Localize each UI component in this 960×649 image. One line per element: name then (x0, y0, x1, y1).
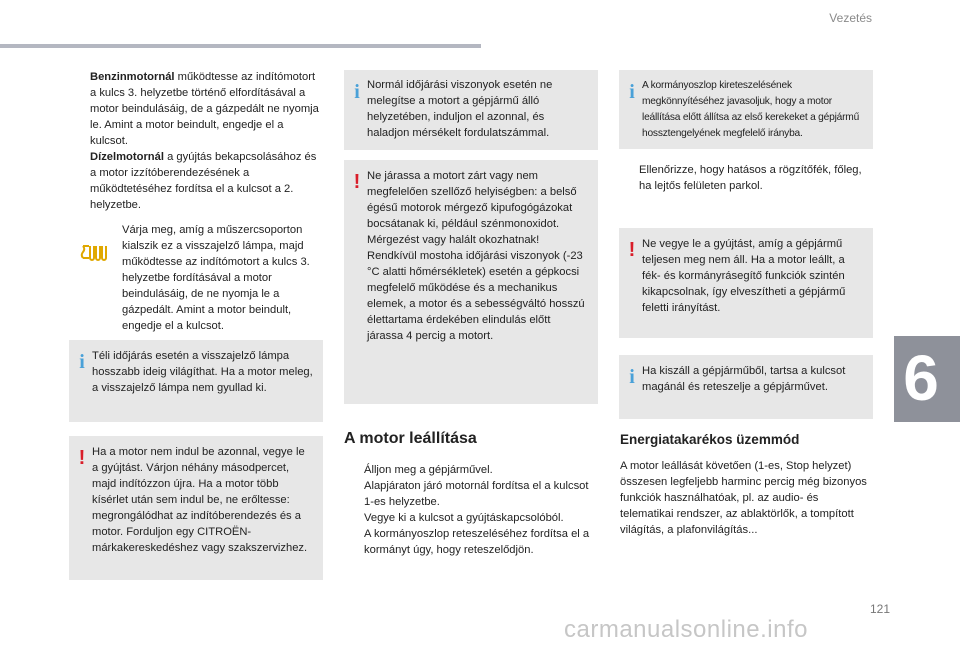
warning-box (619, 228, 873, 338)
warning-text: Ne járassa a motort zárt vagy nem megfelelően szellőző helyiségben: a belső égésű motorok mérgező kipufogógázokat bocsátanak ki, például szénmonoxidot. Mérgezést vagy halált okozhatnak! Rendkívül mostoha időjárási viszonyok (-23 °C alatti hőmérsékletek) esetén a gépkocsi megfelelő működése és a mechanikus elemek, a motor és a sebességváltó hosszú élettartama érdekében elindulás előtt járassa 4 percig a motort. (367, 170, 585, 342)
info-text: A kormányoszlop kireteszelésének megkönnyítéséhez javasoljuk, hogy a motor leállítása előtt állítsa az első kerekeket a gépjármű hossztengelyének megfelelő irányba. (642, 80, 860, 139)
info-box (344, 70, 598, 150)
info-box (69, 340, 323, 422)
parking-brake-list (619, 162, 873, 194)
watermark: carmanualsonline.info (564, 616, 808, 643)
info-icon: i (354, 81, 360, 103)
info-text: Téli időjárás esetén a visszajelző lámpa hosszabb ideig világíthat. Ha a motor meleg, a visszajelző lámpa nem gyullad ki. (92, 350, 313, 394)
list-item: Alapjáraton járó motornál fordítsa el a kulcsot 1-es helyzetbe. (364, 480, 589, 508)
warning-icon: ! (353, 171, 361, 193)
info-box (619, 70, 873, 149)
list-item: Vegye ki a kulcsot a gyújtáskapcsolóból. (364, 512, 564, 524)
chapter-number: 6 (903, 342, 939, 414)
info-icon: i (79, 351, 85, 373)
warning-icon: ! (78, 447, 86, 469)
list-item: Benzinmotornál működtesse az indítómotort a kulcs 3. helyzetbe történő elfordításával a motor beindulásáig, de a gázpedált ne nyomja le. Amint a motor beindult, engedje el a kulcsot. (90, 71, 319, 147)
info-text: Ha kiszáll a gépjárműből, tartsa a kulcsot magánál és reteszelje a gépjárművet. (642, 365, 846, 393)
warning-icon: ! (628, 239, 636, 261)
warning-text: Ne vegye le a gyújtást, amíg a gépjármű teljesen meg nem áll. Ha a motor leállt, a fék- és kormányrásegítő funkciók szintén kikapcsolnak, így elveszítheti a gépjármű feletti irányítást. (642, 238, 846, 314)
info-icon: i (629, 81, 635, 103)
warning-box (69, 436, 323, 580)
list-item: Dízelmotornál a gyújtás bekapcsolásához és a motor izzítóberendezésének a működtetéséhez fordítsa el a kulcsot a 2. helyzetbe. (90, 151, 317, 211)
list-item: A kormányoszlop reteszeléséhez fordítsa el a kormányt úgy, hogy reteszelődjön. (364, 528, 590, 556)
start-instructions-list (70, 69, 320, 213)
stop-instructions-list (344, 462, 599, 558)
page-number: 121 (870, 602, 891, 616)
energy-saving-paragraph: A motor leállását követően (1-es, Stop helyzet) összesen legfeljebb harminc percig még bizonyos funkciók használhatóak, pl. az audio- és telematikai rendszer, az ablaktörlők, a tompított világítás, a plafonvilágítás... (620, 460, 867, 536)
preheating-lamp-icon (80, 240, 108, 262)
warning-box (344, 160, 598, 404)
header-rule (0, 44, 481, 48)
warning-text: Ha a motor nem indul be azonnal, vegye le a gyújtást. Várjon néhány másodpercet, majd indítózzon újra. Ha a motor több kísérlet után sem indul be, ne erőltesse: megrongálódhat az indítóberendezés és a motor. Forduljon egy CITROËN-márkakereskedéshez vagy szakszervizhez. (92, 446, 308, 554)
section-title: Vezetés (829, 11, 872, 25)
lamp-instruction: Várja meg, amíg a műszercsoporton kialszik ez a visszajelző lámpa, majd működtesse az indítómotort a kulcs 3. helyzetbe fordításával a motor beindulásáig, de ne nyomja le a gázpedált. Amint a motor beindult, engedje el a kulcsot. (122, 224, 310, 332)
section-heading: A motor leállítása (344, 430, 477, 447)
list-item: Álljon meg a gépjárművel. (364, 464, 493, 476)
info-box (619, 355, 873, 419)
info-text: Normál időjárási viszonyok esetén ne melegítse a motort a gépjármű álló helyzetében, induljon el azonnal, és haladjon mérsékelt fordulatszámmal. (367, 79, 553, 139)
info-icon: i (629, 366, 635, 388)
list-item: Ellenőrizze, hogy hatásos a rögzítőfék, főleg, ha lejtős felületen parkol. (639, 164, 862, 192)
section-heading: Energiatakarékos üzemmód (620, 432, 800, 447)
